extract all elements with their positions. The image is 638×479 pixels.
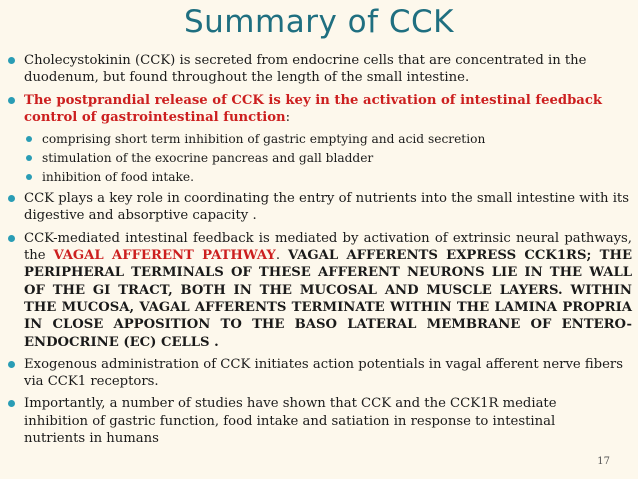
bullet-item-exogenous xyxy=(6,356,632,391)
highlight-text: The postprandial release of CCK is key in the activation of intestinal feedback control of gastrointestinal function xyxy=(24,92,603,125)
sub-bullet-text: stimulation of the exocrine pancreas and gall bladder xyxy=(42,151,374,166)
bullet-dot-icon xyxy=(8,195,15,202)
bullet-item-coordination xyxy=(6,190,632,225)
sub-bullet-dot-icon xyxy=(26,155,32,161)
bullet-text-tail: : xyxy=(285,109,291,125)
bullet-item-secretion xyxy=(6,52,632,87)
bullet-text: Importantly, a number of studies have shown that CCK and the CCK1R mediate inhibition of gastric function, food intake and satiation in response to intestinal nutrients in humans xyxy=(24,396,557,447)
slide-title: Summary of CCK xyxy=(183,4,454,40)
bullet-text: CCK-mediated intestinal feedback is mediated by activation of extrinsic neural pathways, the xyxy=(24,230,632,264)
bold-text: VAGAL AFFERENTS EXPRESS CCK1RS; THE PERIPHERAL TERMINALS OF THESE AFFERENT NEURONS LIE IN THE WALL OF THE GI TRACT, BOTH IN THE MUCOSAL AND MUSCLE LAYERS. WITHIN THE MUCOSA, VAGAL AFFERENTS TERMINATE WITHIN THE LAMINA PROPRIA IN CLOSE APPOSITION TO THE BASO LATERAL MEMBRANE OF ENTERO-ENDOCRINE (EC) CELLS . xyxy=(24,248,632,350)
bullet-text: Exogenous administration of CCK initiates action potentials in vagal afferent nerve fibers via CCK1 receptors. xyxy=(24,356,624,390)
slide-content xyxy=(6,52,632,452)
bullet-dot-icon xyxy=(8,400,15,407)
bullet-item-postprandial xyxy=(6,92,632,127)
sub-bullet-dot-icon xyxy=(26,174,32,180)
bullet-dot-icon xyxy=(8,57,15,64)
bullet-item-studies xyxy=(6,395,632,447)
bullet-text: Cholecystokinin (CCK) is secreted from endocrine cells that are concentrated in the duodenum, but found throughout the length of the small intestine. xyxy=(24,53,587,86)
sub-bullet-text: comprising short term inhibition of gastric emptying and acid secretion xyxy=(42,132,486,147)
bullet-text-dot: . xyxy=(275,248,288,264)
sub-bullet-text: inhibition of food intake. xyxy=(42,170,195,185)
bullet-text: CCK plays a key role in coordinating the entry of nutrients into the small intestine with its digestive and absorptive capacity . xyxy=(24,191,630,224)
highlight-text: VAGAL AFFERENT PATHWAY xyxy=(53,248,276,264)
page-number: 17 xyxy=(597,456,610,467)
bullet-dot-icon xyxy=(8,361,15,368)
sub-bullet-food-intake xyxy=(6,169,632,185)
sub-bullet-pancreas xyxy=(6,150,632,166)
bullet-dot-icon xyxy=(8,235,15,242)
bullet-dot-icon xyxy=(8,97,15,104)
sub-bullet-dot-icon xyxy=(26,136,32,142)
bullet-item-vagal-pathway xyxy=(6,230,632,351)
sub-bullet-gastric-emptying xyxy=(6,131,632,147)
